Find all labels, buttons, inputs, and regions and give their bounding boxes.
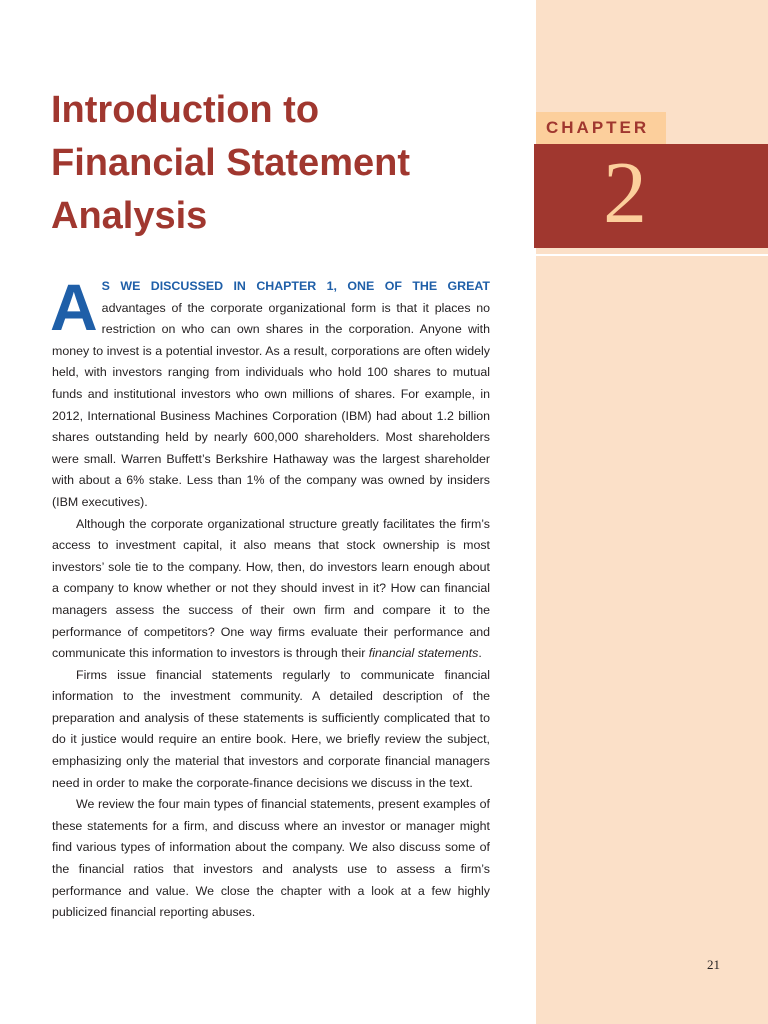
paragraph-2-end: . (478, 646, 482, 661)
paragraph-2-text: Although the corporate organizational structure greatly facilitates the firm’s access to investment capital, it also means that stock ownership is most investors’ sole tie to the company. How, then, do investors learn enough about a company to know whether or not they should invest in it? How can financial managers assess the success of their own firm and compare it to the performance of competitors? One way firms evaluate their performance and communicate this information to investors is through their (52, 516, 490, 661)
body-text (50, 270, 490, 924)
drop-cap: A (50, 270, 98, 344)
chapter-title (51, 84, 521, 243)
chapter-title-line-2: Financial Statement (51, 142, 410, 184)
lead-in: S WE DISCUSSED IN CHAPTER 1, ONE OF THE GREAT (101, 279, 490, 293)
chapter-label: CHAPTER (536, 112, 666, 144)
chapter-number: 2 (603, 145, 647, 242)
chapter-title-line-1: Introduction to (51, 89, 320, 131)
paragraph-1 (50, 270, 490, 514)
paragraph-4: We review the four main types of financial statements, present examples of these statements for a firm, and discuss where an investor or manager might find various types of information about the company. We also discuss some of the financial ratios that investors and analysts use to assess a firm’s performance and value. We close the chapter with a look at a few highly publicized financial reporting abuses. (52, 797, 490, 920)
paragraph-2-emphasis: financial statements (368, 646, 479, 661)
page-number: 21 (707, 957, 720, 972)
chapter-title-line-3: Analysis (51, 195, 208, 237)
paragraph-3: Firms issue financial statements regularly to communicate financial information to the investment community. A detailed description of the preparation and analysis of these statements is sufficiently complicated that to do it justice would require an entire book. Here, we briefly review the subject, emphasizing only the material that investors and corporate financial managers need in order to make the corporate-finance decisions we discuss in the text. (52, 667, 490, 790)
paragraph-2 (52, 514, 490, 665)
side-divider (536, 254, 768, 256)
paragraph-1-text: advantages of the corporate organizational form is that it places no restriction on who can own shares in the corporation. Anyone with money to invest is a potential investor. As a result, corporations are often widely held, with investors ranging from individuals who hold 100 shares to mutual funds and institutional investors who own millions of shares. For example, in 2012, International Business Machines Corporation (IBM) had about 1.2 billion shares outstanding held by nearly 600,000 shareholders. Most shareholders were small. Warren Buffett’s Berkshire Hathaway was the largest shareholder with about a 6% stake. Less than 1% of the company was owned by insiders (IBM executives). (52, 300, 490, 509)
